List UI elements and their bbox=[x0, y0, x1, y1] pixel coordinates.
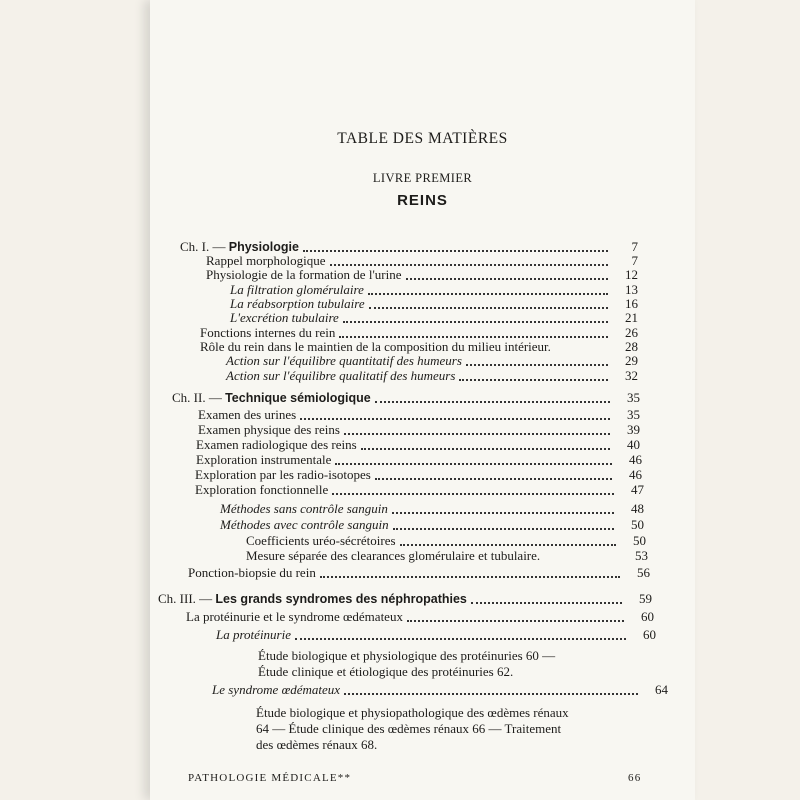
chapter-prefix: Ch. I. — bbox=[180, 239, 226, 254]
toc-entry bbox=[195, 483, 644, 497]
page-number: 40 bbox=[627, 437, 640, 452]
toc-entry bbox=[196, 453, 642, 467]
page-number: 47 bbox=[631, 482, 644, 497]
toc-entry bbox=[246, 549, 648, 563]
entry-label: Méthodes avec contrôle sanguin bbox=[220, 517, 389, 532]
chapter-title: Les grands syndromes des néphropathies bbox=[215, 592, 467, 606]
page-number: 46 bbox=[629, 467, 642, 482]
leader-dots bbox=[335, 451, 612, 465]
page-number: 39 bbox=[627, 422, 640, 437]
toc-chapter-2 bbox=[172, 391, 640, 405]
page-number: 46 bbox=[629, 452, 642, 467]
entry-label: La protéinurie et le syndrome œdémateux bbox=[186, 609, 403, 624]
page-number: 53 bbox=[635, 548, 648, 563]
entry-label: La protéinurie bbox=[216, 627, 291, 642]
toc-entry bbox=[212, 683, 668, 697]
toc-entry bbox=[195, 468, 642, 482]
description-line: des œdèmes rénaux 68. bbox=[256, 737, 378, 752]
book-heading: LIVRE PREMIER bbox=[372, 171, 473, 185]
page-number: 32 bbox=[625, 368, 638, 383]
entry-label: Méthodes sans contrôle sanguin bbox=[220, 501, 388, 516]
chapter-prefix: Ch. II. — bbox=[172, 390, 222, 405]
page-number: 21 bbox=[625, 310, 638, 325]
toc-entry bbox=[188, 566, 650, 580]
leader-dots bbox=[303, 238, 608, 252]
leader-dots bbox=[361, 436, 610, 450]
page-number: 48 bbox=[631, 501, 644, 516]
leader-dots bbox=[369, 295, 608, 309]
footer-page-number: 66 bbox=[628, 772, 642, 784]
description-line: Étude biologique et physiologique des protéinuries 60 — bbox=[258, 648, 556, 663]
entry-label: Fonctions internes du rein bbox=[200, 325, 336, 340]
page-number: 60 bbox=[643, 627, 656, 642]
toc-entry bbox=[198, 408, 640, 422]
page-number: 50 bbox=[631, 517, 644, 532]
entry-label: La réabsorption tubulaire bbox=[230, 296, 365, 311]
page-number: 60 bbox=[641, 609, 654, 624]
description-line: Étude biologique et physiopathologique des œdèmes rénaux bbox=[256, 705, 569, 720]
chapter-prefix: Ch. III. — bbox=[158, 591, 213, 606]
toc-entry bbox=[206, 268, 638, 282]
page-number: 26 bbox=[625, 325, 638, 340]
leader-dots bbox=[375, 466, 612, 480]
leader-dots bbox=[375, 389, 610, 403]
toc-entry bbox=[246, 534, 646, 548]
book-page bbox=[150, 0, 695, 800]
leader-dots bbox=[407, 608, 624, 622]
entry-label: Coefficients uréo-sécrétoires bbox=[246, 533, 396, 548]
page-title: TABLE DES MATIÈRES bbox=[337, 130, 508, 147]
toc-entry bbox=[226, 369, 638, 383]
page-number: 35 bbox=[627, 407, 640, 422]
page-number: 7 bbox=[631, 239, 638, 254]
entry-label: Physiologie de la formation de l'urine bbox=[206, 267, 402, 282]
toc-entry bbox=[216, 628, 656, 642]
leader-dots bbox=[320, 564, 620, 578]
toc-description bbox=[256, 705, 569, 753]
page-number: 13 bbox=[625, 282, 638, 297]
chapter-title: Physiologie bbox=[228, 240, 299, 254]
entry-label: Le syndrome œdémateux bbox=[212, 682, 341, 697]
running-footer: PATHOLOGIE MÉDICALE** bbox=[188, 772, 352, 784]
entry-label: La filtration glomérulaire bbox=[230, 282, 364, 297]
page-number: 16 bbox=[625, 296, 638, 311]
leader-dots bbox=[393, 516, 614, 530]
entry-label: Exploration fonctionnelle bbox=[195, 482, 329, 497]
entry-label: Rappel morphologique bbox=[206, 253, 326, 268]
entry-label: Examen des urines bbox=[198, 407, 297, 422]
toc-entry bbox=[220, 518, 644, 532]
toc-entry bbox=[196, 438, 640, 452]
toc-entry bbox=[186, 610, 654, 624]
toc-description bbox=[258, 648, 555, 680]
toc-entry bbox=[200, 326, 638, 340]
page-number: 28 bbox=[625, 339, 638, 354]
leader-dots bbox=[339, 324, 608, 338]
description-line: Étude clinique et étiologique des protéinuries 62. bbox=[258, 664, 514, 679]
toc-entry bbox=[220, 502, 644, 516]
entry-label: Action sur l'équilibre qualitatif des humeurs bbox=[226, 368, 456, 383]
toc-entry bbox=[198, 423, 640, 437]
entry-label: Exploration instrumentale bbox=[196, 452, 332, 467]
leader-dots bbox=[344, 681, 638, 695]
page-number: 35 bbox=[627, 390, 640, 405]
chapter-title: Technique sémiologique bbox=[225, 391, 371, 405]
leader-dots bbox=[466, 352, 608, 366]
section-heading: REINS bbox=[397, 192, 448, 209]
entry-label: Action sur l'équilibre quantitatif des humeurs bbox=[226, 353, 462, 368]
page-number: 56 bbox=[637, 565, 650, 580]
entry-label: Ponction-biopsie du rein bbox=[188, 565, 316, 580]
page-number: 12 bbox=[625, 267, 638, 282]
leader-dots bbox=[400, 532, 616, 546]
leader-dots bbox=[471, 590, 622, 604]
leader-dots bbox=[343, 309, 608, 323]
leader-dots bbox=[330, 252, 608, 266]
leader-dots bbox=[332, 481, 614, 495]
leader-dots bbox=[368, 281, 608, 295]
page-number: 50 bbox=[633, 533, 646, 548]
page-number: 29 bbox=[625, 353, 638, 368]
leader-dots bbox=[344, 421, 610, 435]
page-number: 7 bbox=[631, 253, 638, 268]
description-line: 64 — Étude clinique des œdèmes rénaux 66 — Traitement bbox=[256, 721, 562, 736]
toc-chapter-3 bbox=[158, 592, 652, 606]
leader-dots bbox=[406, 266, 609, 280]
entry-label: Mesure séparée des clearances glomérulaire et tubulaire. bbox=[246, 548, 541, 563]
leader-dots bbox=[300, 406, 610, 420]
leader-dots bbox=[459, 367, 608, 381]
page-number: 64 bbox=[655, 682, 668, 697]
entry-label: Exploration par les radio-isotopes bbox=[195, 467, 371, 482]
leader-dots bbox=[392, 500, 614, 514]
toc-entry bbox=[230, 311, 638, 325]
page-number: 59 bbox=[639, 591, 652, 606]
leader-dots bbox=[295, 626, 626, 640]
entry-label: Examen physique des reins bbox=[198, 422, 340, 437]
entry-label: Rôle du rein dans le maintien de la composition du milieu intérieur. bbox=[200, 339, 551, 354]
entry-label: L'excrétion tubulaire bbox=[230, 310, 339, 325]
toc-entry bbox=[226, 354, 638, 368]
entry-label: Examen radiologique des reins bbox=[196, 437, 357, 452]
